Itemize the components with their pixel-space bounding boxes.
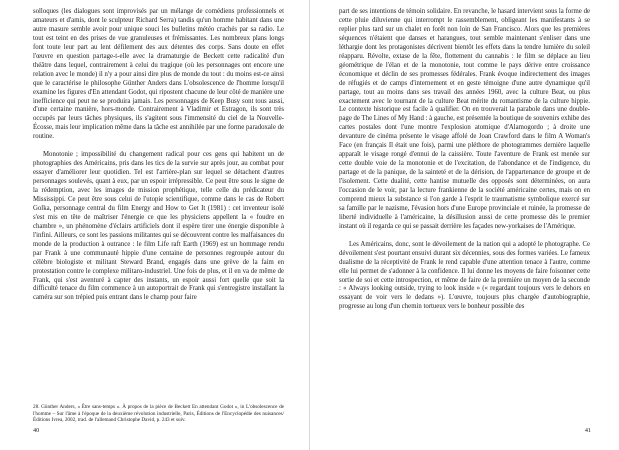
right-page [310, 0, 619, 450]
page-number-left: 40 [33, 427, 40, 434]
left-page [0, 0, 309, 450]
left-paragraph-1: solloques (les dialogues sont improvisés par un mélange de comédiens professionnels et amateurs et d'amis, dont le sculpteur Richard Serra) tandis qu'un homme habitant dans une autre masure semble avoir pour unique souci les bulletins météo crachés par sa radio. Le tout est teint en des prises de vue granuleuses et frémissantes. Les nombreux plans longs font toute leur part au lent défilement des aux détentes des corps. Sans doute en effet l'œuvre en question partage-t-elle avec la dramaturgie de Beckett cette radicalité d'un théâtre dans lequel, contrairement à celui du tragique (où les personnages ont encore une relation avec le monde) il n'y a pour ainsi dire plus de monde du tout : du moins est-ce ainsi que le caractérise le philosophe Günther Anders dans L'obsolescence de l'homme lorsqu'il examine les figures d'En attendant Godot, qui ripostent chacune de leur côté de manière une inefficience qui peut ne se produira jamais. Les personnages de Keep Busy sont tous aussi, d'une certaine manière, hors-monde. Contrairement à Vladimir et Estragon, ils sont très occupés par leurs tâches physiques, ils s'agitent sous l'immensité du ciel de la Nouvelle-Écosse, mais leur implication même dans la tâche est annihilée par une forme paradoxale de routine. [33, 8, 284, 141]
footnote: 28. Günther Anders, « Être sans-temps ». À propos de la pièce de Beckett En attendant Godot », in L'obsolescence de l'homme – Sur l'âme à l'époque de la deuxième révolution industrielle, Paris, Éditions de l'Encyclopédie des nuisances/Éditions Ivrea, 2002, trad. de l'allemand Christophe David, p. 243 et suiv. [33, 404, 284, 423]
right-paragraph-1: part de ses intentions de témoin solidaire. En revanche, le hasard intervient sous la forme de cette pluie diluvienne qui interrompt le rassemblement, obligeant les manifestants à se replier plus tard sur un chalet en forêt non loin de San Francisco. Alors que les premières séquences n'étaient que danses et harangues, tout semble maintenant s'enliser dans une léthargie dont les protagonistes décrivent bientôt les effets dans la tendre lumière du soleil réapparu. Révolte, extase de la fête, flottement du cannabis : le film se déplace au lieu géométrique de l'élan et de la monotonie, tout comme le pays dérive entre croissance économique et déclin de ses promesses fédérales. Frank évoque indirectement des images de réfugiés et de camps d'internement et en geste témoigne d'une autre dynamique qu'il partage, tout au moins dans ses travail des années 1960, avec la culture Beat, ou plus exactement avec le tournant de la culture Beat mérite du romantisme de la culture hippie. Le contexte historique est facile à qualifier. On en trouverait la parabole dans une double-page de The Lines of My Hand : à gauche, est présentée la boutique de souvenirs exhibe des cartes postales dont l'une montre l'explosion atomique d'Alamogordo ; à droite une devanture de cinéma présente le visage affolé de Joan Crawford dans le film A Woman's Face (en français Il était une fois), parmi une pléthore de photogrammes dernière laquelle apparaît le visage rongé d'ennui de la caissière. Toute l'aventure de Frank est menée sur cette double voie de la monotonie et de l'excitation, de l'abondance et de l'indigence, du partage et de la panique, de la sainteté et de la dérision, de l'appartenance de groupe et de l'isolement. Cette dualité, cette hantise mutuelle des opposés sont déterminées, on aura l'occasion de le voir, par la lecture frankienne de la société américaine certes, mais on en comprend mieux la substance si l'on garde à l'esprit le traumatisme symbolique exercé sur sa famille par le nazisme, l'évasion hors d'une Europe provinciale et ruinée, la promesse de liberté individuelle à l'américaine, la désillusion aussi de cette promesse dès le premier instant où il regarda ce qui se passait derrière les façades new-yorkaises de l'Amérique. [339, 8, 590, 230]
page-number-right: 41 [584, 427, 591, 434]
right-text-column [339, 8, 590, 312]
left-text-column [33, 8, 284, 303]
right-paragraph-2: Les Américains, donc, sont le dévoilement de la nation qui a adopté le photographe. Ce dévoilement s'est pourtant ensuivi durant six décennies, sous des formes variées. Le fameux dualisme de la réceptivité de Frank le rend capable d'une attention tenace à l'autre, comme elle lui permet de s'adonner à la confidence. Il lui donne les moyens de faire foisonner cette sortie de soi et cette introspection, et même de faire de la première un moyen de la seconde : « Always looking outside, trying to look inside » (« regardant toujours vers le dehors en essayant de voir vers le dedans »). L'œuvre, toujours plus chargée d'autobiographie, progresse au long d'un chemin tortueux vers le bonheur possible des [339, 240, 590, 311]
left-paragraph-2: Monotonie ; impossibilité du changement radical pour ces gens qui habitent un de photographies des Américains, pris dans les tics de la survie sur après jour, au combat pour essayer d'améliorer leur quotidien. Tel est l'arrière-plan sur lequel se détachent d'autres personnages soulevés, quant à eux, par un espoir irrépressible. Ce peut être sous le signe de la rédemption, avec les images de mission prophétique, telle celle du prédicateur du Mississippi. Ce peut être sous celui de l'utopie scientifique, comme dans le cas de Robert Golka, personnage central du film Energy and How to Get It (1981) : cet inventeur isolé s'est mis en tête de maîtriser l'énergie ce que les physiciens appellent la « foudre en chambre », un phénomène d'éclairs artificiels dont il espère tirer une énergie disponible à l'infini. Ailleurs, ce sont les passions militantes qui se découvrent contre les malfaisances du monde de la production à outrance : le film Life raft Earth (1969) est un hommage rendu par Frank à une communauté hippie d'une centaine de personnes regroupée autour du célèbre biologiste et militant Steward Brand, engagés dans une grève de la faim en protestation contre le complexe militaro-industriel. Une fois de plus, et il en va de même de Frank, qui s'est aventuré à capter des instants, un espoir aussi fort quelle que soit la difficulté tenace du film commence à un autoportrait de Frank qui s'entregistre installant la caméra sur son trépied puis entrant dans le champ pour faire [33, 151, 284, 302]
